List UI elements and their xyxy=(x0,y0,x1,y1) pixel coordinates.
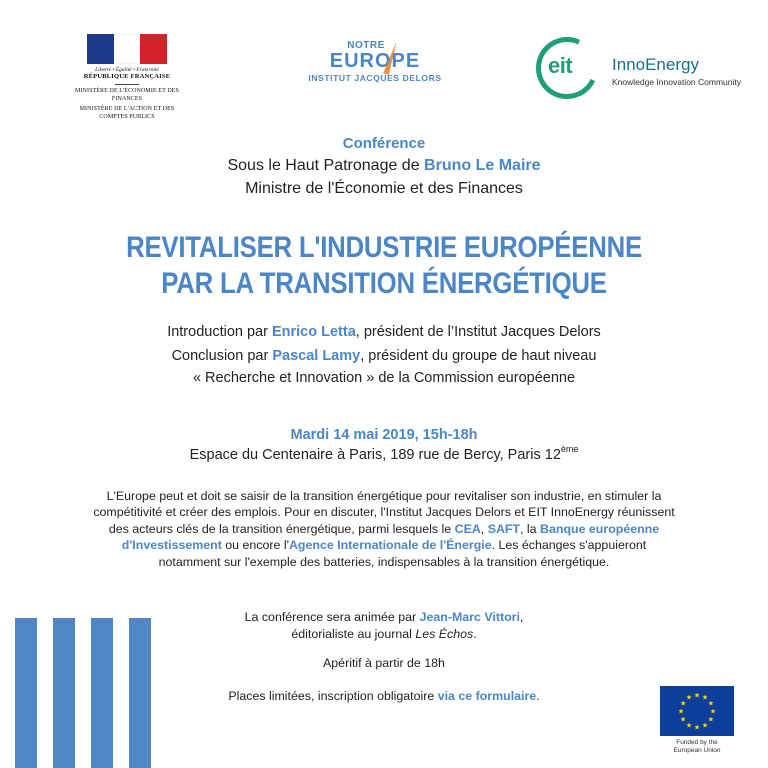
event-place xyxy=(0,444,768,463)
desc-bei: Banque européenne d'Investissement xyxy=(121,521,660,553)
patronage-line xyxy=(0,157,768,175)
concl-suffix: , président du groupe de haut niveau xyxy=(360,348,597,364)
notre-europe-logo xyxy=(285,40,465,83)
desc-cea: CEA xyxy=(454,521,481,536)
moderator-prefix: La conférence sera animée par xyxy=(244,610,420,624)
eu-star-icon: ★ xyxy=(701,722,709,730)
desc-text-4: . Les échanges s'appuieront notamment sur l'exemple des batteries, indispensables à la transition énergétique. xyxy=(158,538,647,569)
title-line-1: REVITALISER L'INDUSTRIE EUROPÉENNE xyxy=(126,231,642,264)
moderator-name: Jean-Marc Vittori xyxy=(419,610,520,624)
eu-flag-icon xyxy=(660,686,734,736)
eu-star-icon: ★ xyxy=(709,708,717,716)
eu-star-icon: ★ xyxy=(680,716,687,724)
eit-mark: eit xyxy=(548,53,573,78)
eu-star-icon: ★ xyxy=(693,724,701,732)
desc-saft: SAFT xyxy=(487,521,521,536)
moderator-journal: Les Échos xyxy=(415,627,474,641)
patron-role: Ministre de l'Économie et des Finances xyxy=(245,180,523,197)
desc-sep-1: , xyxy=(480,521,488,536)
event-title xyxy=(54,230,714,302)
intro-prefix: Introduction par xyxy=(167,324,272,340)
moderator-suffix: , xyxy=(519,610,524,624)
aperitif-line: Apéritif à partir de 18h xyxy=(323,656,445,670)
eu-star-icon: ★ xyxy=(707,716,714,724)
registration-form-link[interactable]: via ce formulaire xyxy=(437,689,537,703)
desc-text-3: ou encore l' xyxy=(221,538,289,553)
eit-tagline: Knowledge Innovation Community xyxy=(612,77,741,87)
desc-text-2: , la xyxy=(520,521,541,536)
eu-star-icon: ★ xyxy=(677,708,685,716)
eu-star-icon: ★ xyxy=(685,722,693,730)
republique-francaise-logo xyxy=(72,34,182,121)
eu-caption-1: Funded by the xyxy=(676,739,718,746)
decorative-bars xyxy=(15,618,151,768)
description-paragraph xyxy=(90,488,678,570)
eit-name: InnoEnergy xyxy=(612,55,699,74)
eit-innoenergy-logo xyxy=(536,35,746,105)
rf-republic: RÉPUBLIQUE FRANÇAISE xyxy=(83,73,171,80)
introduction-line xyxy=(0,324,768,340)
desc-aie: Agence Internationale de l'Énergie xyxy=(288,538,492,553)
decorative-bar xyxy=(15,618,37,768)
decorative-bar xyxy=(129,618,151,768)
eu-star-icon: ★ xyxy=(701,694,709,702)
conclusion-line-2: « Recherche et Innovation » de la Commission européenne xyxy=(192,370,576,386)
decorative-bar xyxy=(53,618,75,768)
ne-line3: INSTITUT JACQUES DELORS xyxy=(308,73,442,83)
event-address: Espace du Centenaire à Paris, 189 rue de Bercy, Paris 12 xyxy=(189,447,561,463)
rf-ministry-action: MINISTÈRE DE L'ACTION ET DES COMPTES PUBLICS xyxy=(79,106,175,120)
concl-prefix: Conclusion par xyxy=(171,348,273,364)
moderator-role-prefix: éditorialiste au journal xyxy=(291,627,416,641)
event-address-sup: ème xyxy=(560,444,579,454)
eu-star-icon: ★ xyxy=(693,692,701,700)
decorative-bar xyxy=(91,618,113,768)
eu-caption-2: European Union xyxy=(673,747,721,754)
patron-name: Bruno Le Maire xyxy=(424,157,541,174)
eu-funding-logo xyxy=(660,686,734,755)
conclusion-line xyxy=(0,348,768,364)
rf-ministry-economy: MINISTÈRE DE L'ÉCONOMIE ET DES FINANCES xyxy=(75,88,179,102)
moderator-role-suffix: . xyxy=(473,627,477,641)
ne-line2: EUROPE xyxy=(329,50,421,72)
rf-divider xyxy=(115,84,139,85)
patronage-prefix: Sous le Haut Patronage de xyxy=(227,157,425,174)
registration-prefix: Places limitées, inscription obligatoire xyxy=(228,689,438,703)
desc-text-1: L'Europe peut et doit se saisir de la transition énergétique pour revitaliser son industrie, en stimuler la compétitivité et créer des emplois. Pour en discuter, l'Institut Jacques Delors et EIT InnoEnergy réunissent des acteurs clés de la transition énergétique, parmi lesquels le xyxy=(93,489,675,536)
eu-star-icon: ★ xyxy=(707,700,714,708)
intro-speaker-name: Enrico Letta xyxy=(271,324,356,340)
registration-suffix: . xyxy=(536,689,540,703)
intro-suffix: , président de l’Institut Jacques Delors xyxy=(355,324,601,340)
title-line-2: PAR LA TRANSITION ÉNERGÉTIQUE xyxy=(161,267,607,300)
eu-star-icon: ★ xyxy=(685,694,693,702)
event-date: Mardi 14 mai 2019, 15h-18h xyxy=(290,427,478,443)
eu-star-icon: ★ xyxy=(680,700,687,708)
marianne-flag-icon xyxy=(87,34,167,64)
conference-label: Conférence xyxy=(342,135,426,152)
rf-motto: Liberté • Égalité • Fraternité xyxy=(95,67,159,73)
ne-line1: NOTRE xyxy=(347,40,385,51)
concl-speaker-name: Pascal Lamy xyxy=(272,348,361,364)
